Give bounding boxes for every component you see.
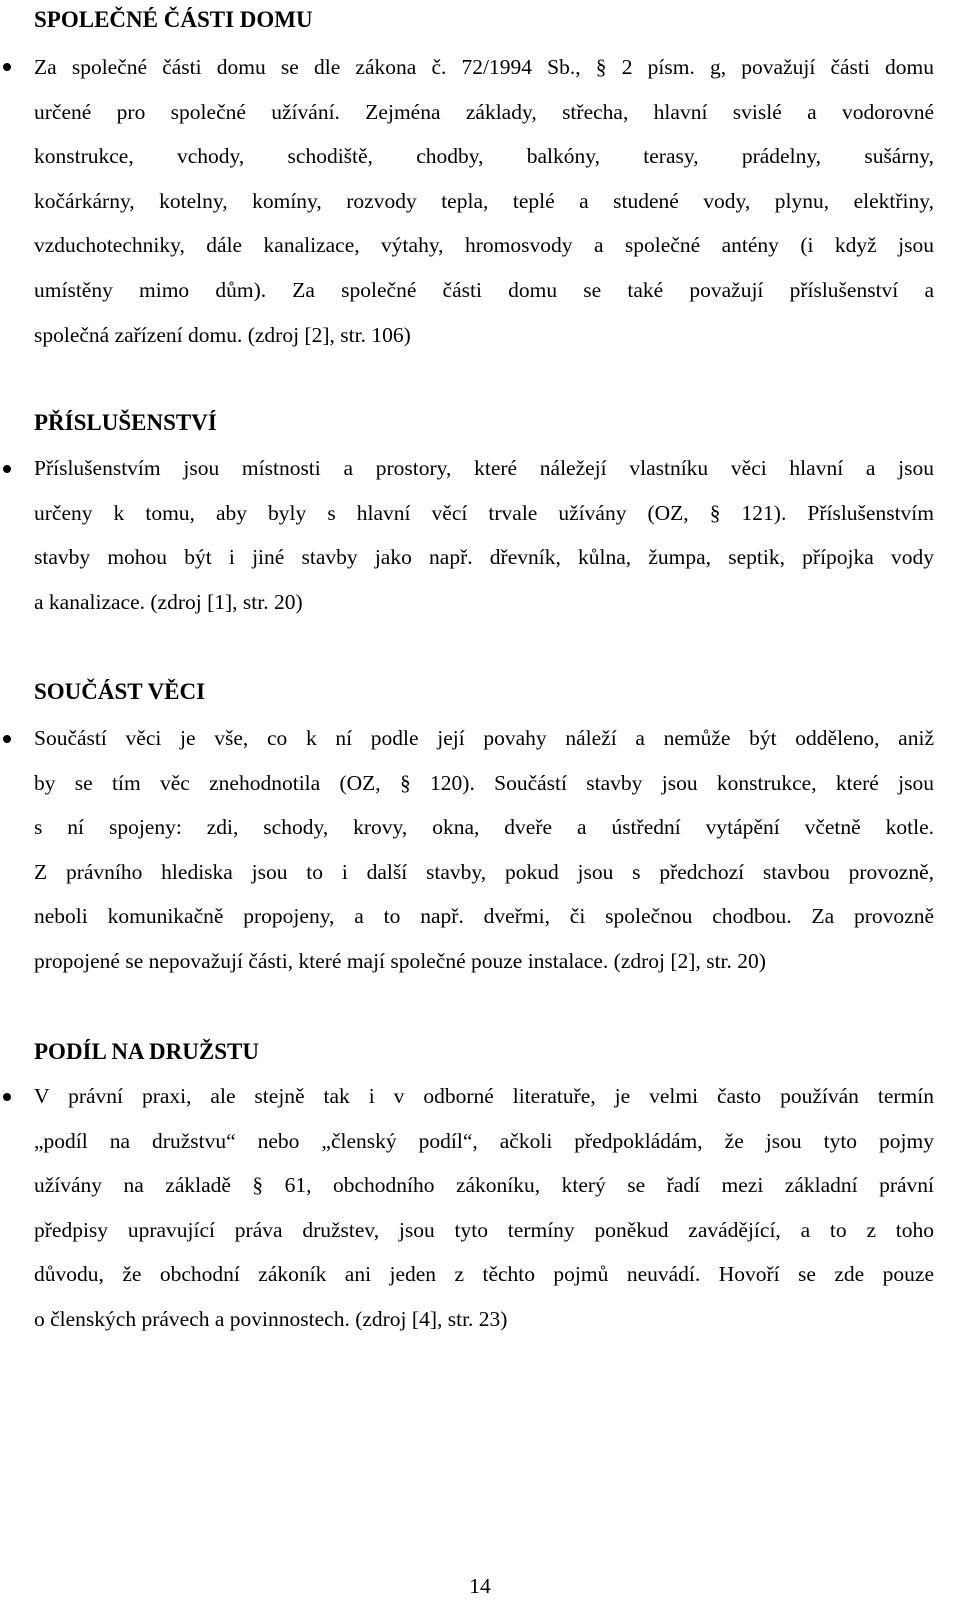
- text-line: předpisy upravující práva družstev, jsou tyto termíny poněkud zavádějící, a to z toho: [34, 1217, 934, 1242]
- text-line: „podíl na družstvu“ nebo „členský podíl“, ačkoli předpokládám, že jsou tyto pojmy: [34, 1128, 934, 1153]
- section-heading-spolecne-casti: SPOLEČNÉ ČÁSTI DOMU: [34, 7, 313, 32]
- text-line: vzduchotechniky, dále kanalizace, výtahy, hromosvody a společné antény (i když jsou: [34, 233, 934, 258]
- bullet-icon: [3, 63, 11, 71]
- text-line: o členských právech a povinnostech. (zdroj [4], str. 23): [34, 1306, 508, 1331]
- paragraph-prislusenstvi: [34, 446, 934, 624]
- page-number: 14: [469, 1574, 491, 1598]
- text-line: V právní praxi, ale stejně tak i v odborné literatuře, je velmi často používán termín: [34, 1084, 934, 1108]
- bullet-icon: [3, 735, 11, 743]
- text-line: určeny k tomu, aby byly s hlavní věcí trvale užívány (OZ, § 121). Příslušenstvím: [34, 500, 934, 525]
- paragraph-spolecne-casti: [34, 45, 934, 357]
- paragraph-soucast-veci: [34, 716, 934, 984]
- section-heading-soucast-veci: SOUČÁST VĚCI: [34, 679, 206, 704]
- text-line: by se tím věc znehodnotila (OZ, § 120). Součástí stavby jsou konstrukce, které jsou: [34, 770, 934, 795]
- text-line: užívány na základě § 61, obchodního zákoníku, který se řadí mezi základní právní: [34, 1173, 934, 1198]
- text-line: Za společné části domu se dle zákona č. 72/1994 Sb., § 2 písm. g, považují části domu: [34, 55, 934, 79]
- text-line: a kanalizace. (zdroj [1], str. 20): [34, 589, 303, 614]
- text-line: kočárkárny, kotelny, komíny, rozvody tepla, teplé a studené vody, plynu, elektřiny,: [34, 188, 934, 213]
- text-line: umístěny mimo dům). Za společné části domu se také považují příslušenství a: [34, 277, 934, 302]
- text-line: Součástí věci je vše, co k ní podle její povahy náleží a nemůže být odděleno, aniž: [34, 726, 934, 750]
- section-heading-podil-na-druzstu: PODÍL NA DRUŽSTU: [34, 1039, 259, 1064]
- text-line: neboli komunikačně propojeny, a to např. dveřmi, či společnou chodbou. Za provozně: [34, 904, 934, 929]
- text-line: s ní spojeny: zdi, schody, krovy, okna, dveře a ústřední vytápění včetně kotle.: [34, 815, 934, 840]
- paragraph-podil-na-druzstu: [34, 1074, 934, 1342]
- text-line: určené pro společné užívání. Zejména základy, střecha, hlavní svislé a vodorovné: [34, 99, 934, 124]
- bullet-icon: [3, 1093, 11, 1101]
- text-line: Z právního hlediska jsou to i další stavby, pokud jsou s předchozí stavbou provozně,: [34, 859, 934, 884]
- text-line: důvodu, že obchodní zákoník ani jeden z těchto pojmů neuvádí. Hovoří se zde pouze: [34, 1262, 934, 1287]
- text-line: Příslušenstvím jsou místnosti a prostory, které náležejí vlastníku věci hlavní a jsou: [34, 456, 934, 480]
- text-line: propojené se nepovažují části, které mají společné pouze instalace. (zdroj [2], str. 20): [34, 948, 766, 973]
- text-line: stavby mohou být i jiné stavby jako např. dřevník, kůlna, žumpa, septik, přípojka vody: [34, 545, 934, 570]
- text-line: konstrukce, vchody, schodiště, chodby, balkóny, terasy, prádelny, sušárny,: [34, 144, 934, 169]
- bullet-icon: [3, 465, 11, 473]
- text-line: společná zařízení domu. (zdroj [2], str. 106): [34, 322, 411, 347]
- section-heading-prislusenstvi: PŘÍSLUŠENSTVÍ: [34, 410, 217, 435]
